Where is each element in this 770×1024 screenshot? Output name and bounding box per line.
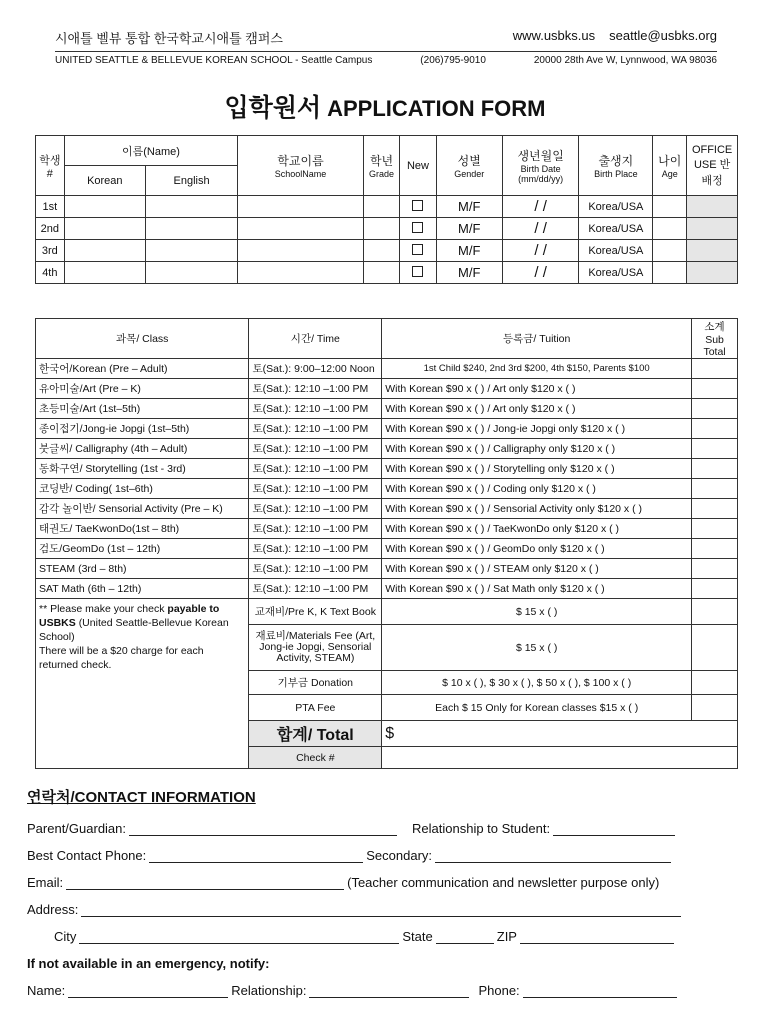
subtotal-cell[interactable]: [692, 359, 738, 379]
table-row: 1st M/F / / Korea/USA: [36, 196, 738, 218]
subtotal-cell[interactable]: [692, 499, 738, 519]
class-row: [36, 379, 738, 399]
school-input[interactable]: [238, 218, 364, 240]
col-class: 과목/ Class: [36, 319, 249, 359]
class-row: [36, 439, 738, 459]
class-name: 종이접기/Jong-ie Jopgi (1st–5th): [36, 419, 249, 439]
table-row: 3rd M/F / / Korea/USA: [36, 240, 738, 262]
donation-fee[interactable]: $ 10 x ( ), $ 30 x ( ), $ 50 x ( ), $ 100 x ( ): [382, 671, 692, 695]
class-fee[interactable]: With Korean $90 x ( ) / TaeKwonDo only $120 x ( ): [382, 519, 692, 539]
subtotal-cell[interactable]: [692, 459, 738, 479]
class-name: 태권도/ TaeKwonDo(1st – 8th): [36, 519, 249, 539]
contact-heading: 연락처/CONTACT INFORMATION: [27, 789, 256, 806]
office-cell: [687, 196, 738, 218]
student-table: [35, 135, 738, 284]
class-row: [36, 459, 738, 479]
pta-fee[interactable]: Each $ 15 Only for Korean classes $15 x ( ): [382, 695, 692, 721]
class-time: 토(Sat.): 12:10 –1:00 PM: [249, 439, 382, 459]
emergency-name-field[interactable]: [68, 983, 228, 998]
class-time: 토(Sat.): 12:10 –1:00 PM: [249, 419, 382, 439]
class-row: [36, 519, 738, 539]
textbook-fee[interactable]: $ 15 x ( ): [382, 599, 692, 625]
new-checkbox[interactable]: [400, 196, 436, 218]
total-label: 합계/ Total: [249, 721, 382, 747]
page-title: [0, 88, 770, 124]
pta-label: PTA Fee: [249, 695, 382, 721]
col-tuition: 등록금/ Tuition: [382, 319, 692, 359]
col-birth-place: 출생지 Birth Place: [579, 136, 653, 196]
class-name: 코딩반/ Coding( 1st–6th): [36, 479, 249, 499]
class-time: 토(Sat.): 12:10 –1:00 PM: [249, 459, 382, 479]
website-link[interactable]: www.usbks.us: [512, 28, 596, 43]
class-row: [36, 399, 738, 419]
class-time: 토(Sat.): 12:10 –1:00 PM: [249, 399, 382, 419]
subtotal-cell[interactable]: [692, 399, 738, 419]
class-time: 토(Sat.): 12:10 –1:00 PM: [249, 379, 382, 399]
class-fee[interactable]: With Korean $90 x ( ) / Jong-ie Jopgi only $120 x ( ): [382, 419, 692, 439]
age-input[interactable]: [653, 196, 687, 218]
title-english: APPLICATION FORM: [327, 96, 546, 121]
col-school: 학교이름 SchoolName: [238, 136, 364, 196]
class-row: [36, 539, 738, 559]
name-english-input[interactable]: [145, 240, 237, 262]
subtotal-cell[interactable]: [692, 539, 738, 559]
class-name: 검도/GeomDo (1st – 12th): [36, 539, 249, 559]
class-fee[interactable]: With Korean $90 x ( ) / Art only $120 x ( ): [382, 379, 692, 399]
class-row: [36, 359, 738, 379]
table-row: 4th M/F / / Korea/USA: [36, 262, 738, 284]
check-number-input[interactable]: [382, 747, 738, 769]
class-fee[interactable]: With Korean $90 x ( ) / Art only $120 x ( ): [382, 399, 692, 419]
col-name-english: English: [145, 166, 237, 196]
state-field[interactable]: [436, 929, 494, 944]
table-row: 2nd M/F / / Korea/USA: [36, 218, 738, 240]
payment-note: ** Please make your check payable to USBKS (United Seattle-Bellevue Korean School) There will be a $20 charge for each returned check.: [36, 599, 249, 769]
col-grade: 학년 Grade: [363, 136, 400, 196]
subtotal-cell[interactable]: [692, 599, 738, 625]
name-korean-input[interactable]: [64, 218, 145, 240]
class-name: STEAM (3rd – 8th): [36, 559, 249, 579]
emergency-relationship-field[interactable]: [309, 983, 469, 998]
header-divider: [55, 51, 717, 52]
class-name: SAT Math (6th – 12th): [36, 579, 249, 599]
class-fee[interactable]: With Korean $90 x ( ) / Sat Math only $120 x ( ): [382, 579, 692, 599]
age-input[interactable]: [653, 240, 687, 262]
secondary-phone-field[interactable]: [435, 848, 671, 863]
class-name: 붓글씨/ Calligraphy (4th – Adult): [36, 439, 249, 459]
new-checkbox[interactable]: [400, 240, 436, 262]
class-name: 초등미술/Art (1st–5th): [36, 399, 249, 419]
new-checkbox[interactable]: [400, 262, 436, 284]
grade-input[interactable]: [363, 196, 400, 218]
class-fee[interactable]: 1st Child $240, 2nd 3rd $200, 4th $150, Parents $100: [382, 359, 692, 379]
class-time: 토(Sat.): 12:10 –1:00 PM: [249, 519, 382, 539]
class-name: 유아미술/Art (Pre – K): [36, 379, 249, 399]
textbook-label: 교재비/Pre K, K Text Book: [249, 599, 382, 625]
subtotal-cell[interactable]: [692, 379, 738, 399]
col-gender: 성별 Gender: [436, 136, 502, 196]
new-checkbox[interactable]: [400, 218, 436, 240]
school-name-english: UNITED SEATTLE & BELLEVUE KOREAN SCHOOL - Seattle Campus: [55, 55, 373, 66]
class-time: 토(Sat.): 12:10 –1:00 PM: [249, 499, 382, 519]
total-value[interactable]: $: [382, 721, 738, 747]
emergency-heading: If not available in an emergency, notify:: [27, 956, 270, 971]
age-input[interactable]: [653, 262, 687, 284]
donation-label: 기부금 Donation: [249, 671, 382, 695]
grade-input[interactable]: [363, 218, 400, 240]
name-english-input[interactable]: [145, 196, 237, 218]
col-name-korean: Korean: [64, 166, 145, 196]
col-time: 시간/ Time: [249, 319, 382, 359]
letterhead: [55, 28, 717, 66]
class-name: 감각 놀이반/ Sensorial Activity (Pre – K): [36, 499, 249, 519]
materials-fee[interactable]: $ 15 x ( ): [382, 625, 692, 671]
name-korean-input[interactable]: [64, 262, 145, 284]
best-phone-field[interactable]: [149, 848, 363, 863]
contact-section: 연락처/CONTACT INFORMATION Parent/Guardian: Relationship to Student: Best Contact Phone: Secondary: Email: (Teacher communication and newsletter purpose only) Address: City State ZIP If not available in an emergency, notify: Name: Relationship: Phone:: [27, 786, 727, 1004]
email-link[interactable]: seattle@usbks.org: [609, 28, 717, 43]
name-english-input[interactable]: [145, 218, 237, 240]
school-input[interactable]: [238, 262, 364, 284]
col-new: New: [400, 136, 436, 196]
relationship-student-field[interactable]: [553, 821, 675, 836]
subtotal-cell[interactable]: [692, 625, 738, 671]
age-input[interactable]: [653, 218, 687, 240]
class-fee[interactable]: With Korean $90 x ( ) / Storytelling only $120 x ( ): [382, 459, 692, 479]
subtotal-cell[interactable]: [692, 519, 738, 539]
class-row: [36, 499, 738, 519]
class-time: 토(Sat.): 12:10 –1:00 PM: [249, 479, 382, 499]
class-fee[interactable]: With Korean $90 x ( ) / Coding only $120 x ( ): [382, 479, 692, 499]
school-phone: (206)795-9010: [420, 55, 486, 66]
class-time: 토(Sat.): 12:10 –1:00 PM: [249, 539, 382, 559]
subtotal-cell[interactable]: [692, 695, 738, 721]
school-name-korean: 시애틀 벨뷰 통합 한국학교시애틀 캠퍼스: [55, 31, 283, 46]
check-label: Check #: [249, 747, 382, 769]
name-english-input[interactable]: [145, 262, 237, 284]
class-fee[interactable]: With Korean $90 x ( ) / GeomDo only $120 x ( ): [382, 539, 692, 559]
col-age: 나이 Age: [653, 136, 687, 196]
grade-input[interactable]: [363, 240, 400, 262]
school-input[interactable]: [238, 196, 364, 218]
class-time: 토(Sat.): 9:00–12:00 Noon: [249, 359, 382, 379]
office-cell: [687, 240, 738, 262]
subtotal-cell[interactable]: [692, 439, 738, 459]
class-row: [36, 579, 738, 599]
class-fee[interactable]: With Korean $90 x ( ) / STEAM only $120 x ( ): [382, 559, 692, 579]
office-cell: [687, 218, 738, 240]
class-row: [36, 419, 738, 439]
school-input[interactable]: [238, 240, 364, 262]
materials-label: 재료비/Materials Fee (Art, Jong-ie Jopgi, Sensorial Activity, STEAM): [249, 625, 382, 671]
subtotal-cell[interactable]: [692, 479, 738, 499]
class-name: 한국어/Korean (Pre – Adult): [36, 359, 249, 379]
subtotal-cell[interactable]: [692, 671, 738, 695]
email-field[interactable]: [66, 875, 344, 890]
emergency-phone-field[interactable]: [523, 983, 677, 998]
zip-field[interactable]: [520, 929, 674, 944]
col-birth-date: 생년월일 Birth Date (mm/dd/yy): [502, 136, 579, 196]
school-address: 20000 28th Ave W, Lynnwood, WA 98036: [533, 55, 717, 66]
city-field[interactable]: [79, 929, 399, 944]
class-time: 토(Sat.): 12:10 –1:00 PM: [249, 579, 382, 599]
name-korean-input[interactable]: [64, 196, 145, 218]
class-row: [36, 559, 738, 579]
col-name: 이름(Name): [64, 136, 238, 166]
class-table: [35, 318, 738, 769]
address-field[interactable]: [81, 902, 681, 917]
col-subtotal: 소계 Sub Total: [692, 319, 738, 359]
class-time: 토(Sat.): 12:10 –1:00 PM: [249, 559, 382, 579]
grade-input[interactable]: [363, 262, 400, 284]
subtotal-cell[interactable]: [692, 559, 738, 579]
class-name: 동화구연/ Storytelling (1st - 3rd): [36, 459, 249, 479]
parent-field[interactable]: [129, 821, 397, 836]
office-cell: [687, 262, 738, 284]
title-korean: 입학원서: [224, 94, 322, 122]
subtotal-cell[interactable]: [692, 579, 738, 599]
class-row: [36, 479, 738, 499]
col-student-num: 학생#: [36, 136, 65, 196]
class-fee[interactable]: With Korean $90 x ( ) / Sensorial Activity only $120 x ( ): [382, 499, 692, 519]
name-korean-input[interactable]: [64, 240, 145, 262]
col-office-use: OFFICE USE 반배정: [687, 136, 738, 196]
subtotal-cell[interactable]: [692, 419, 738, 439]
class-fee[interactable]: With Korean $90 x ( ) / Calligraphy only $120 x ( ): [382, 439, 692, 459]
